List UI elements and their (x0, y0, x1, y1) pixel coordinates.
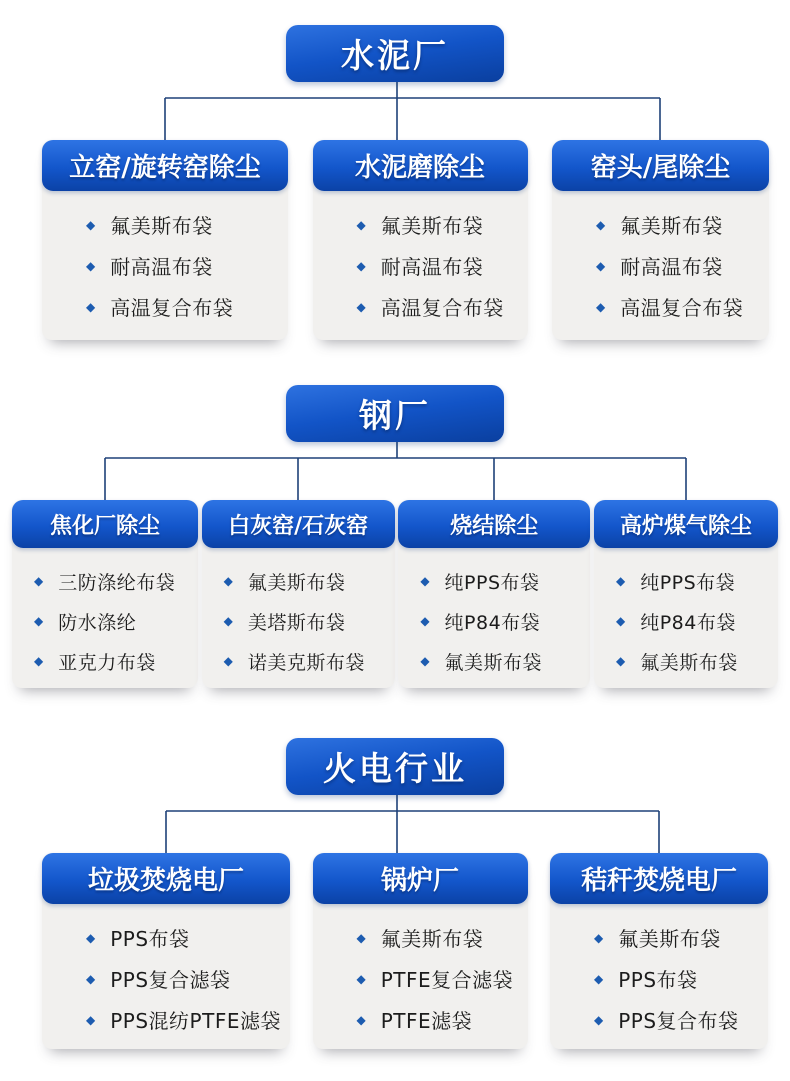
group-title: 秸秆焚烧电厂 (550, 853, 768, 904)
diamond-bullet-icon: ◆ (594, 971, 604, 986)
product-list (42, 191, 288, 327)
list-item (42, 204, 288, 245)
product-name: PPS布袋 (618, 968, 698, 992)
list-item (42, 286, 288, 327)
product-name: 耐高温布袋 (380, 255, 484, 279)
product-list (313, 191, 528, 327)
product-name: 三防涤纶布袋 (58, 571, 176, 594)
diamond-bullet-icon: ◆ (594, 1012, 604, 1027)
diamond-bullet-icon: ◆ (86, 299, 96, 314)
product-list (12, 548, 198, 681)
group-title: 水泥磨除尘 (313, 140, 528, 191)
diamond-bullet-icon: ◆ (596, 299, 606, 314)
list-item (550, 958, 768, 999)
product-name: PPS布袋 (110, 927, 190, 951)
product-name: 氟美斯布袋 (618, 927, 721, 951)
product-list (398, 548, 590, 681)
product-name: 耐高温布袋 (620, 255, 723, 279)
group-title: 锅炉厂 (313, 853, 528, 904)
diamond-bullet-icon: ◆ (356, 930, 366, 945)
group-title: 垃圾焚烧电厂 (42, 853, 290, 904)
product-name: PPS复合布袋 (618, 1009, 739, 1033)
product-list (594, 548, 778, 681)
diamond-bullet-icon: ◆ (34, 574, 44, 588)
diamond-bullet-icon: ◆ (615, 614, 626, 628)
diamond-bullet-icon: ◆ (594, 930, 604, 945)
section-thermal-power (0, 738, 790, 1049)
root-node-cement-plant: 水泥厂 (286, 25, 504, 82)
connector-lines-thermal (0, 795, 790, 853)
list-item (398, 601, 590, 641)
product-name: 氟美斯布袋 (620, 214, 723, 238)
product-name: PPS混纺PTFE滤袋 (110, 1009, 281, 1033)
diamond-bullet-icon: ◆ (596, 217, 606, 232)
list-item (552, 245, 769, 286)
product-name: PPS复合滤袋 (110, 968, 231, 992)
product-name: 耐高温布袋 (110, 255, 213, 279)
list-item (202, 561, 395, 601)
group-title: 高炉煤气除尘 (594, 500, 778, 548)
list-item (552, 204, 769, 245)
diamond-bullet-icon: ◆ (86, 971, 96, 986)
group-card-boiler-plant (313, 853, 528, 1049)
product-name: 氟美斯布袋 (380, 927, 484, 951)
product-name: 亚克力布袋 (58, 651, 156, 674)
diamond-bullet-icon: ◆ (356, 299, 366, 314)
diamond-bullet-icon: ◆ (223, 654, 233, 668)
product-name: 纯P84布袋 (640, 611, 736, 634)
product-name: 氟美斯布袋 (444, 651, 543, 674)
list-item (594, 641, 778, 681)
product-name: PTFE滤袋 (380, 1009, 473, 1033)
diamond-bullet-icon: ◆ (356, 258, 366, 273)
list-item (42, 999, 290, 1040)
connector-lines-cement (0, 82, 790, 140)
product-name: 氟美斯布袋 (247, 571, 346, 594)
list-item (313, 204, 528, 245)
diamond-bullet-icon: ◆ (356, 971, 366, 986)
list-item (42, 917, 290, 958)
diamond-bullet-icon: ◆ (356, 217, 366, 232)
product-list (550, 904, 768, 1040)
product-name: 防水涤纶 (58, 611, 137, 634)
diamond-bullet-icon: ◆ (420, 574, 430, 588)
product-name: PTFE复合滤袋 (380, 968, 514, 992)
diamond-bullet-icon: ◆ (223, 614, 233, 628)
diamond-bullet-icon: ◆ (86, 258, 96, 273)
root-node-steel-plant: 钢厂 (286, 385, 504, 442)
group-card-kiln-rotary (42, 140, 288, 340)
group-card-coking-plant (12, 500, 198, 688)
group-card-blast-furnace-gas (594, 500, 778, 688)
product-name: 纯P84布袋 (444, 611, 541, 634)
diamond-bullet-icon: ◆ (86, 217, 96, 232)
product-name: 美塔斯布袋 (247, 611, 346, 634)
list-item (398, 641, 590, 681)
diamond-bullet-icon: ◆ (615, 654, 626, 668)
list-item (202, 641, 395, 681)
list-item (398, 561, 590, 601)
list-item (550, 999, 768, 1040)
group-card-cement-mill (313, 140, 528, 340)
list-item (42, 958, 290, 999)
diamond-bullet-icon: ◆ (86, 1012, 96, 1027)
list-item (550, 917, 768, 958)
diamond-bullet-icon: ◆ (34, 654, 44, 668)
list-item (594, 561, 778, 601)
list-item (313, 958, 528, 999)
product-name: 纯PPS布袋 (444, 571, 540, 594)
group-title: 窑头/尾除尘 (552, 140, 769, 191)
diamond-bullet-icon: ◆ (86, 930, 96, 945)
diamond-bullet-icon: ◆ (420, 614, 430, 628)
product-name: 高温复合布袋 (380, 296, 504, 320)
list-item (313, 917, 528, 958)
connector-lines-steel (0, 442, 790, 500)
group-title: 焦化厂除尘 (12, 500, 198, 548)
list-item (313, 286, 528, 327)
list-item (313, 245, 528, 286)
diamond-bullet-icon: ◆ (420, 654, 430, 668)
group-title: 立窑/旋转窑除尘 (42, 140, 288, 191)
product-list (42, 904, 290, 1040)
product-list (313, 904, 528, 1040)
group-card-straw-incineration (550, 853, 768, 1049)
group-title: 白灰窑/石灰窑 (202, 500, 395, 548)
diamond-bullet-icon: ◆ (356, 1012, 366, 1027)
root-node-thermal-power: 火电行业 (286, 738, 504, 795)
product-name: 诺美克斯布袋 (247, 651, 365, 674)
list-item (42, 245, 288, 286)
product-name: 高温复合布袋 (620, 296, 744, 320)
list-item (313, 999, 528, 1040)
group-card-lime-kiln (202, 500, 395, 688)
product-name: 氟美斯布袋 (640, 651, 738, 674)
list-item (12, 601, 198, 641)
section-cement-plant (0, 25, 790, 340)
group-card-waste-incineration (42, 853, 290, 1049)
diamond-bullet-icon: ◆ (34, 614, 44, 628)
product-name: 氟美斯布袋 (380, 214, 484, 238)
product-list (552, 191, 769, 327)
group-card-kiln-head-tail (552, 140, 769, 340)
list-item (202, 601, 395, 641)
section-steel-plant (0, 385, 790, 688)
diamond-bullet-icon: ◆ (223, 574, 233, 588)
product-list (202, 548, 395, 681)
product-name: 氟美斯布袋 (110, 214, 213, 238)
diamond-bullet-icon: ◆ (596, 258, 606, 273)
group-title: 烧结除尘 (398, 500, 590, 548)
list-item (594, 601, 778, 641)
product-name: 纯PPS布袋 (640, 571, 736, 594)
list-item (12, 561, 198, 601)
diamond-bullet-icon: ◆ (615, 574, 626, 588)
product-name: 高温复合布袋 (110, 296, 234, 320)
list-item (12, 641, 198, 681)
group-card-sintering (398, 500, 590, 688)
list-item (552, 286, 769, 327)
